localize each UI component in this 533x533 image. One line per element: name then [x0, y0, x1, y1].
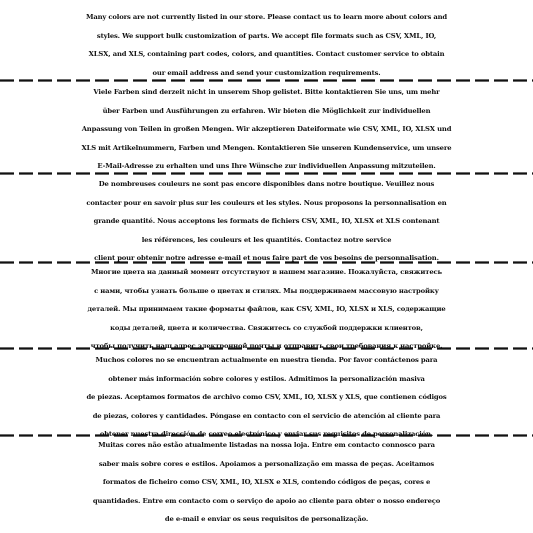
text-line: grande quantité. Nous acceptons les formats de fichiers CSV, XML, IO, XLSX et XLS contenant: [93, 217, 440, 226]
text-line: de piezas, colores y cantidades. Póngase en contacto con el servicio de atención al cliente para: [92, 411, 441, 420]
text-line: über Farben und Ausführungen zu erfahren. Wir bieten die Möglichkeit zur individuellen: [102, 106, 431, 115]
text-line: Muitas cores não estão atualmente listadas na nossa loja. Entre em contacto connosco para: [98, 441, 435, 449]
text-line: Many colors are not currently listed in our store. Please contact us to learn more about colors and: [85, 13, 448, 21]
section-spanish: [0, 351, 533, 444]
text-line: XLS mit Artikelnummern, Farben und Mengen. Kontaktieren Sie unseren Kundenservice, um unsere: [81, 143, 452, 152]
text-line: с нами, чтобы узнать больше о цветах и стилях. Мы поддерживаем массовую настройку: [94, 286, 439, 295]
text-line: de piezas. Aceptamos formatos de archivo como CSV, XML, IO, XLSX y XLS, que contienen códigos: [86, 393, 447, 402]
text-line: styles. We support bulk customization of parts. We accept file formats such as CSV, XML, IO,: [96, 31, 437, 40]
text-line: quantidades. Entre em contacto com o serviço de apoio ao cliente para obter o nosso endereço: [92, 496, 441, 505]
section-english: [0, 8, 533, 82]
text-line: contacter pour en savoir plus sur les couleurs et les styles. Nous proposons la personnalisation en: [86, 198, 447, 207]
text-line: Muchos colores no se encuentran actualmente en nuestra tienda. Por favor contáctenos para: [95, 356, 438, 364]
text-line: чтобы получить наш адрес электронной почты и отправить свои требования к настройке.: [90, 342, 443, 351]
text-line: E-Mail-Adresse zu erhalten und uns Ihre Wünsche zur individuellen Anpassung mitzuteilen.: [97, 162, 436, 171]
section-divider: [0, 347, 533, 350]
text-line: Многие цвета на данный момент отсутствуют в нашем магазине. Пожалуйста, свяжитесь: [91, 268, 442, 276]
text-line: client pour obtenir notre adresse e-mail et nous faire part de vos besoins de personnalisation.: [94, 254, 439, 263]
text-line: our email address and send your customization requirements.: [152, 68, 381, 77]
text-line: obtener más información sobre colores y estilos. Admitimos la personalización masiva: [108, 374, 425, 383]
text-line: obtener nuestra dirección de correo electrónico y enviar sus requisitos de personalización.: [99, 430, 434, 439]
text-line: Anpassung von Teilen in großen Mengen. Wir akzeptieren Dateiformate wie CSV, XML, IO, XLSX und: [81, 125, 452, 134]
section-french: [0, 175, 533, 268]
section-russian: [0, 263, 533, 356]
text-line: De nombreuses couleurs ne sont pas encore disponibles dans notre boutique. Veuillez nous: [98, 180, 435, 188]
text-line: Viele Farben sind derzeit nicht in unserem Shop gelistet. Bitte kontaktieren Sie uns, um mehr: [93, 88, 440, 96]
section-divider: [0, 79, 533, 82]
text-line: коды деталей, цвета и количества. Свяжитесь со службой поддержки клиентов,: [110, 323, 423, 332]
text-line: formatos de ficheiro como CSV, XML, IO, XLSX e XLS, contendo códigos de peças, cores e: [102, 478, 431, 487]
section-portuguese: [0, 436, 533, 529]
section-german: [0, 83, 533, 176]
text-line: деталей. Мы принимаем такие форматы файлов, как CSV, XML, IO, XLSX и XLS, содержащие: [87, 305, 446, 314]
text-line: XLSX, and XLS, containing part codes, colors, and quantities. Contact customer service to obtain: [88, 50, 445, 59]
text-line: saber mais sobre cores e estilos. Apoiamos a personalização em massa de peças. Aceitamos: [98, 459, 435, 468]
text-line: de e-mail e enviar os seus requisitos de personalização.: [164, 515, 369, 524]
text-line: les références, les couleurs et les quantités. Contactez notre service: [141, 235, 392, 244]
